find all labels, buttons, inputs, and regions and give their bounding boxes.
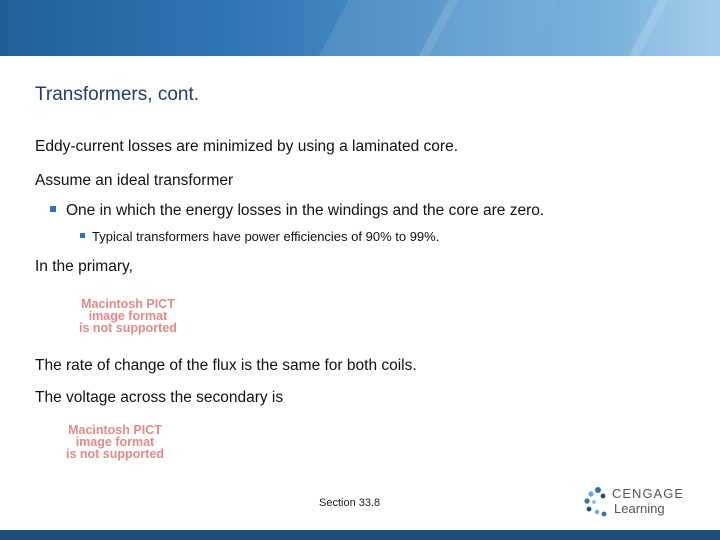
- slide-title: Transformers, cont.: [35, 84, 200, 105]
- body-line-secondary: The voltage across the secondary is: [35, 389, 284, 406]
- body-line-primary: In the primary,: [35, 258, 133, 275]
- body-line-flux: The rate of change of the flux is the same for both coils.: [35, 357, 417, 374]
- body-line-eddy: Eddy-current losses are minimized by using a laminated core.: [35, 138, 458, 155]
- bullet-square-icon: [50, 206, 56, 212]
- pict-text: Macintosh PICT: [68, 423, 162, 437]
- pict-text: image format: [88, 309, 168, 323]
- bullet-level-1: [50, 202, 544, 220]
- header-band: [0, 0, 720, 56]
- bullet-text: One in which the energy losses in the windings and the core are zero.: [66, 202, 545, 219]
- unsupported-image-placeholder: [79, 298, 177, 334]
- cengage-logo: [582, 484, 712, 520]
- pict-text: Macintosh PICT: [81, 297, 175, 311]
- pict-text: image format: [75, 435, 155, 449]
- pict-text: is not supported: [79, 321, 177, 335]
- logo-sub: Learning: [614, 501, 665, 516]
- logo-name: CENGAGE: [612, 486, 685, 501]
- footer-band: [0, 530, 720, 540]
- bullet-text: Typical transformers have power efficiencies of 90% to 99%.: [92, 229, 440, 244]
- cengage-dots-icon: [582, 486, 610, 518]
- body-line-ideal: Assume an ideal transformer: [35, 172, 234, 189]
- bullet-level-2: [80, 229, 439, 244]
- bullet-square-icon: [80, 233, 85, 238]
- pict-text: is not supported: [66, 447, 164, 461]
- footer-section: Section 33.8: [319, 497, 381, 509]
- unsupported-image-placeholder: [66, 424, 164, 460]
